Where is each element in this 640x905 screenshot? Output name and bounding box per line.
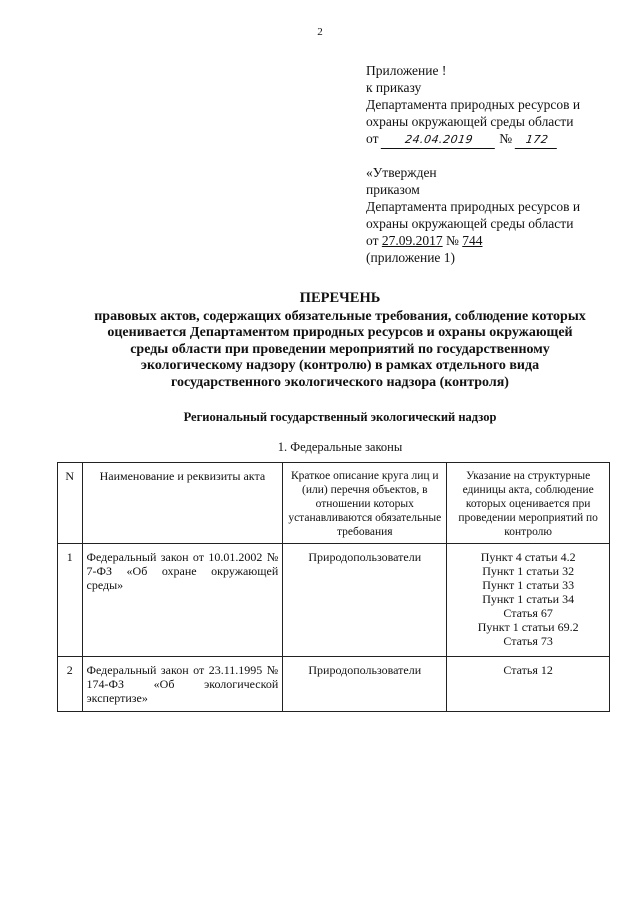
unit-item: Пункт 1 статьи 34 [482,592,575,606]
unit-item: Пункт 4 статьи 4.2 [480,550,576,564]
unit-item: Статья 67 [503,606,553,620]
number-label: № [499,131,513,146]
row-number: 1 [58,544,83,657]
document-title [40,290,640,391]
appendix-date-line [366,130,626,149]
title-line: правовых актов, содержащих обязательные требования, соблюдение которых [94,308,586,324]
title-line: среды области при проведении мероприятий по государственному [130,341,550,357]
unit-item: Пункт 1 статьи 32 [482,564,575,578]
section-title: Региональный государственный экологический надзор [183,410,497,424]
unit-item: Пункт 1 статьи 33 [482,578,575,592]
title-heading: ПЕРЕЧЕНЬ [299,290,381,306]
table-row [58,657,610,712]
table-header-row [58,463,610,544]
title-line: государственного экологического надзора (контроля) [171,374,509,390]
page-number: 2 [317,26,323,38]
row-desc: Природопользователи [283,544,447,657]
unit-item: Пункт 1 статьи 69.2 [477,620,579,634]
header-desc: Краткое описание круга лиц и (или) перечня объектов, в отношении которых устанавливаются обязательные требования [283,463,447,544]
row-name: Федеральный закон от 10.01.2002 № 7-ФЗ «Об охране окружающей среды» [82,544,283,657]
row-number: 2 [58,657,83,712]
number-label: № [445,233,459,248]
title-line: экологическому надзору (контролю) в рамках отдельного вида [140,358,540,373]
appendix-line: охраны окружающей среды области [366,114,574,129]
row-units [447,544,610,657]
approved-block [366,164,626,266]
subsection-title: 1. Федеральные законы [277,440,403,454]
appendix-line: Департамента природных ресурсов и [366,97,581,112]
handwritten-number: 172 [514,131,559,149]
approved-line: «Утвержден [366,165,437,180]
approved-line: (приложение 1) [366,250,456,265]
row-units [447,657,610,712]
appendix-line: к приказу [366,80,422,95]
approved-line: Департамента природных ресурсов и [366,199,581,214]
handwritten-date: 24.04.2019 [381,131,498,149]
from-label: от [366,233,379,248]
table-row [58,544,610,657]
unit-item: Статья 12 [503,663,553,677]
header-units: Указание на структурные единицы акта, соблюдение которых оценивается при проведении мероприятий по контролю [447,463,610,544]
approved-line: охраны окружающей среды области [366,216,574,231]
header-n: N [58,463,83,544]
acts-table [57,462,610,712]
row-desc: Природопользователи [283,657,447,712]
title-line: оценивается Департаментом природных ресурсов и охраны окружающей [107,325,573,340]
approved-number: 744 [462,233,483,248]
unit-item: Статья 73 [503,634,553,648]
row-name: Федеральный закон от 23.11.1995 № 174-ФЗ «Об экологической экспертизе» [82,657,283,712]
appendix-line: Приложение ! [366,63,447,78]
approved-line: приказом [366,182,420,197]
appendix-block [366,62,626,149]
approved-date-line [366,232,626,249]
header-name: Наименование и реквизиты акта [82,463,283,544]
approved-date: 27.09.2017 [381,233,443,248]
from-label: от [366,131,379,146]
